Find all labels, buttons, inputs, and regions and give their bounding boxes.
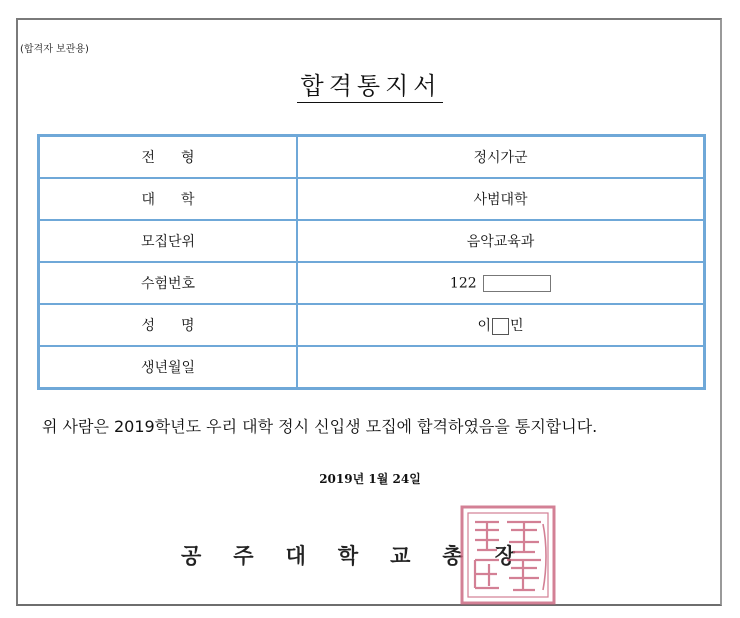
row-label-birthdate: 생년월일 [39,346,298,389]
keep-note: (합격자 보관용) [20,44,89,55]
label-text: 전형 [141,150,221,166]
name-part-before: 이 [477,318,491,334]
table-row [39,220,705,262]
notice-date: 2019년 1월 24일 [319,472,421,486]
document-title [0,66,740,101]
table-row [39,262,705,304]
row-value-college: 사범대학 [297,178,705,220]
table-row [39,346,705,389]
issuer-name: 공주대학교총장 [181,543,548,568]
document-title-text: 합격통지서 [297,72,444,103]
name-part-after: 민 [510,318,524,334]
row-value-exam-number [297,262,705,304]
redacted-box [492,318,509,335]
table-row [39,136,705,179]
row-value-name [297,304,705,346]
row-label-college [39,178,298,220]
notice-text: 위 사람은 2019학년도 우리 대학 정시 신입생 모집에 합격하였음을 통지합니다. [42,417,598,436]
official-seal-icon [459,504,557,606]
row-label-name [39,304,298,346]
row-label-department: 모집단위 [39,220,298,262]
redacted-box [483,275,551,292]
row-label-exam-number: 수험번호 [39,262,298,304]
row-value-admission-type: 정시가군 [297,136,705,179]
table-row [39,304,705,346]
exam-number-prefix: 122 [449,275,477,291]
label-text: 대학 [141,192,221,208]
row-label-admission-type [39,136,298,179]
table-row [39,178,705,220]
label-text: 성명 [141,318,221,334]
admission-info-table [37,134,706,390]
row-value-department: 음악교육과 [297,220,705,262]
row-value-birthdate [297,346,705,389]
